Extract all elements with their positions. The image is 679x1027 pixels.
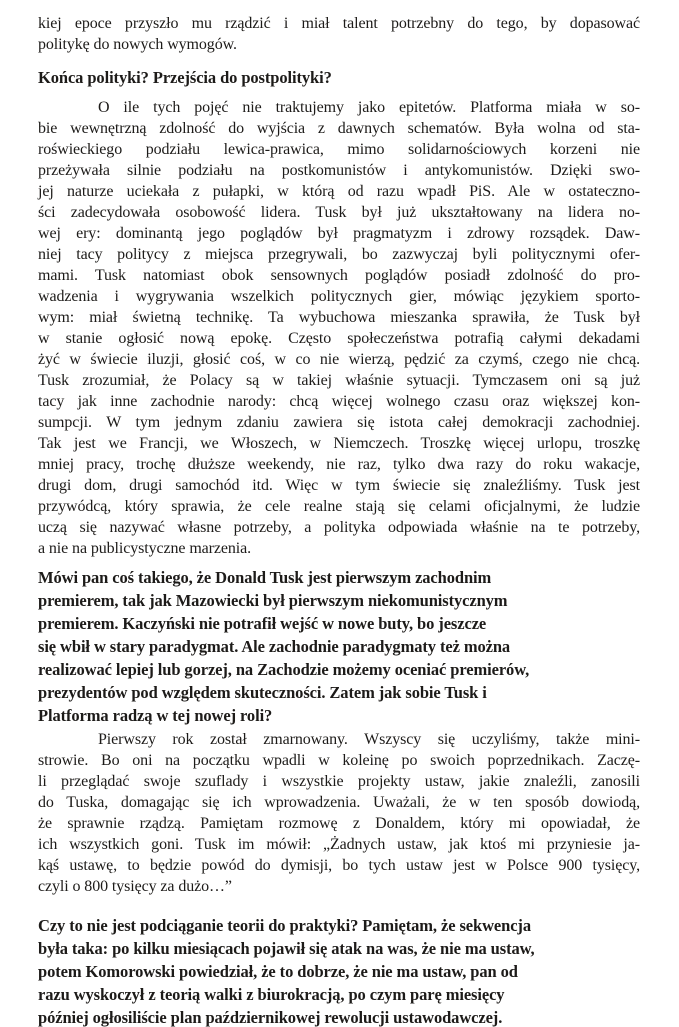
text-line: mami. Tusk natomiast obok sensownych poglądów posiadł zdolność do pro- [38, 267, 640, 284]
interviewer-question-block [38, 566, 640, 727]
text-line: w stanie ogłosić nową epokę. Często społeczeństwa potrafią całymi dekadami [38, 330, 640, 347]
text-line: razu wyskoczył z teorią walki z biurokracją, po czym parę miesięcy [38, 985, 505, 1004]
text-line: sumpcji. W tym jednym zdaniu zawiera się istota całej demokracji zachodniej. [38, 414, 640, 431]
text-line: wej ery: dominantą jego poglądów był pragmatyzm i zdrowy rozsądek. Daw- [38, 225, 640, 242]
answer-paragraph-block [38, 97, 640, 559]
text-line: politykę do nowych wymogów. [38, 36, 237, 53]
interviewer-question-block [38, 66, 640, 89]
interviewer-question-block [38, 914, 640, 1027]
text-line: niej tacy politycy z miejsca przegrywali, bo zazwyczaj byli politycznymi ofer- [38, 246, 640, 263]
text-line: realizować lepiej lub gorzej, na Zachodzie możemy oceniać premierów, [38, 660, 530, 679]
text-line: później ogłosiliście plan październikowej rewolucji ustawodawczej. [38, 1008, 503, 1027]
text-line: przeżywała silnie podziału na postkomunistów i antykomunistów. Dzięki swo- [38, 162, 640, 179]
text-line: że sprawnie rządzą. Pamiętam rozmowę z Donaldem, który mi opowiadał, że [38, 815, 640, 832]
text-line: prezydentów pod względem skuteczności. Zatem jak sobie Tusk i [38, 683, 487, 702]
text-line: wym: miał świetną technikę. Ta wybuchowa mieszanka sprawiła, że Tusk był [38, 309, 640, 326]
text-line: Końca polityki? Przejścia do postpolityki? [38, 68, 332, 87]
text-line: bie wewnętrzną zdolność do wyjścia z dawnych schematów. Była wolna od sta- [38, 120, 640, 137]
text-line: jej naturze uciekała z pułapki, w którą od razu wpadł PiS. Ale w ostateczno- [38, 183, 640, 200]
text-line: Tak jest we Francji, we Włoszech, w Niemczech. Troszkę więcej urlopu, troszkę [38, 435, 640, 452]
text-line: uczą się nazywać własne potrzeby, a polityka odpowiada właśnie na te potrzeby, [38, 519, 640, 536]
text-line: Mówi pan coś takiego, że Donald Tusk jest pierwszym zachodnim [38, 568, 492, 587]
text-line: żyć w świecie iluzji, głosić coś, w co nie wierzą, pędzić za czymś, czego nie chcą. [38, 351, 640, 368]
text-line: mniej pracy, trochę dłuższe weekendy, nie raz, tylko dwa razy do roku wakacje, [38, 456, 640, 473]
text-line: wadzenia i wygrywania wszelkich politycznych gier, mówiąc językiem sporto- [38, 288, 640, 305]
text-line: roświeckiego podziału lewica-prawica, mimo solidarnościowych korzeni nie [38, 141, 640, 158]
text-line: kąś ustawę, to będzie powód do dymisji, bo tych ustaw jest w Polsce 900 tysięcy, [38, 857, 640, 874]
text-line: Czy to nie jest podciąganie teorii do praktyki? Pamiętam, że sekwencja [38, 916, 531, 935]
text-line: ści zadecydowała osobowość lidera. Tusk był już ukształtowany na lidera no- [38, 204, 640, 221]
text-line: ich wszystkich goni. Tusk im mówił: „Żadnych ustaw, jak ktoś mi przyniesie ja- [38, 836, 640, 853]
text-line: strowie. Bo oni na początku wpadli w koleinę po swoich poprzednikach. Zaczę- [38, 752, 640, 769]
text-line: Platforma radzą w tej nowej roli? [38, 706, 273, 725]
text-line: do Tuska, domagając się ich wprowadzenia. Uważali, że w ten sposób dowiodą, [38, 794, 640, 811]
text-line: przywódcą, który sprawia, że cele realne stają się celami oficjalnymi, że ludzie [38, 498, 640, 515]
text-line: drugi dom, drugi samochód itd. Więc w tym świecie się znaleźliśmy. Tusk jest [38, 477, 640, 494]
text-line: tacy jak inne zachodnie narody: chcą więcej wolnego czasu oraz większej kon- [38, 393, 640, 410]
text-line: premierem. Kaczyński nie potrafił wejść w nowe buty, bo jeszcze [38, 614, 487, 633]
text-line: a nie na publicystyczne marzenia. [38, 540, 252, 557]
text-line: kiej epoce przyszło mu rządzić i miał talent potrzebny do tego, by dopasować [38, 15, 640, 32]
text-line: Pierwszy rok został zmarnowany. Wszyscy się uczyliśmy, także mini- [98, 731, 640, 748]
text-line: li przeglądać swoje szuflady i wszystkie projekty ustaw, jakie znaleźli, zanosili [38, 773, 640, 790]
answer-paragraph-block [38, 729, 640, 897]
text-line: potem Komorowski powiedział, że to dobrze, że nie ma ustaw, pan od [38, 962, 518, 981]
answer-paragraph-block [38, 13, 640, 55]
text-line: premierem, tak jak Mazowiecki był pierwszym niekomunistycznym [38, 591, 508, 610]
text-line: się wbił w stary paradygmat. Ale zachodnie paradygmaty też można [38, 637, 511, 656]
text-line: czyli o 800 tysięcy za dużo…” [38, 878, 232, 895]
text-line: Tusk zrozumiał, że Polacy są w takiej właśnie sytuacji. Tymczasem oni są już [38, 372, 640, 389]
text-line: była taka: po kilku miesiącach pojawił się atak na was, że nie ma ustaw, [38, 939, 535, 958]
text-line: O ile tych pojęć nie traktujemy jako epitetów. Platforma miała w so- [98, 99, 640, 116]
